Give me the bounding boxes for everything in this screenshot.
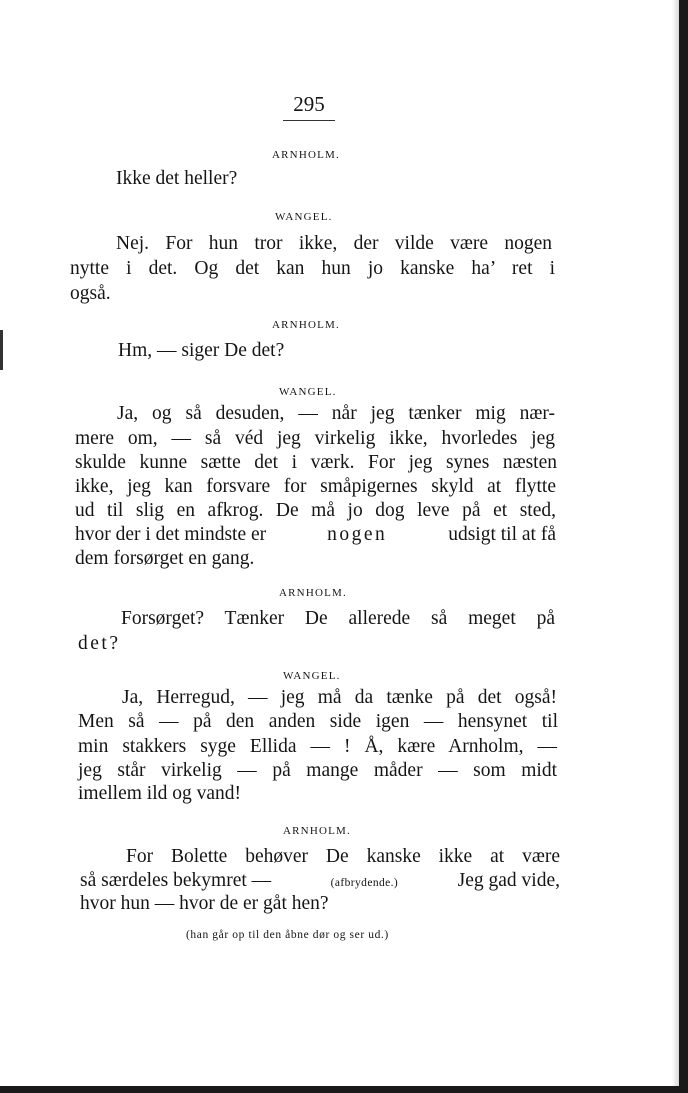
dialogue-line: Men så — på den anden side igen — hensynet til — [78, 711, 558, 732]
scan-edge-right — [679, 0, 688, 1093]
speaker-name: WANGEL. — [275, 211, 333, 223]
scan-edge-left-mark — [0, 330, 3, 370]
speaker-name: WANGEL. — [279, 386, 337, 398]
dialogue-line: Nej. For hun tror ikke, der vilde være nogen — [116, 233, 552, 254]
dialogue-line: det? — [78, 633, 121, 654]
speaker-name: ARNHOLM. — [279, 587, 347, 599]
dialogue-line: Hm, — siger De det? — [118, 340, 285, 361]
speaker-name: ARNHOLM. — [283, 825, 351, 837]
dialogue-line: ikke, jeg kan forsvare for småpigernes skyld at flytte — [75, 476, 556, 497]
page-number-rule — [283, 120, 335, 121]
dialogue-line-part: udsigt til at få — [448, 524, 556, 545]
dialogue-line: imellem ild og vand! — [78, 783, 242, 804]
dialogue-line: ud til slig en afkrog. De må jo dog leve på et sted, — [75, 500, 556, 521]
page-number: 295 — [293, 92, 325, 116]
dialogue-line: hvor hun — hvor de er gåt hen? — [80, 893, 329, 914]
dialogue-line: Ja, og så desuden, — når jeg tænker mig nær- — [117, 403, 555, 424]
dialogue-line-part: hvor der i det mindste er — [75, 524, 267, 545]
dialogue-line: jeg står virkelig — på mange måder — som midt — [78, 760, 557, 781]
dialogue-line: Forsørget? Tænker De allerede så meget på — [121, 608, 555, 629]
dialogue-line: min stakkers syge Ellida — ! Å, kære Arnholm, — — [78, 736, 557, 757]
page-edge-shadow — [672, 0, 679, 1093]
speaker-name: ARNHOLM. — [272, 149, 340, 161]
dialogue-line-part: Jeg gad vide, — [457, 870, 560, 891]
dialogue-line: skulde kunne sætte det i værk. For jeg synes næsten — [75, 452, 557, 473]
dialogue-line: dem forsørget en gang. — [75, 548, 255, 569]
dialogue-line: også. — [70, 283, 111, 304]
dialogue-line: For Bolette behøver De kanske ikke at være — [126, 846, 560, 867]
dialogue-line: nytte i det. Og det kan hun jo kanske ha’ ret i — [70, 258, 555, 279]
speaker-name: WANGEL. — [283, 670, 341, 682]
dialogue-line: Ja, Herregud, — jeg må da tænke på det også! — [122, 687, 557, 708]
dialogue-line-emphasis: nogen — [327, 524, 388, 545]
stage-direction: (han går op til den åbne dør og ser ud.) — [186, 929, 389, 941]
dialogue-line: mere om, — så véd jeg virkelig ikke, hvorledes jeg — [75, 428, 555, 449]
dialogue-line — [75, 523, 556, 547]
dialogue-line-part: så særdeles bekymret — — [80, 870, 272, 891]
dialogue-line: Ikke det heller? — [116, 168, 238, 189]
inline-stage-direction: (afbrydende.) — [330, 877, 399, 889]
speaker-name: ARNHOLM. — [272, 319, 340, 331]
scan-edge-bottom — [0, 1086, 688, 1093]
